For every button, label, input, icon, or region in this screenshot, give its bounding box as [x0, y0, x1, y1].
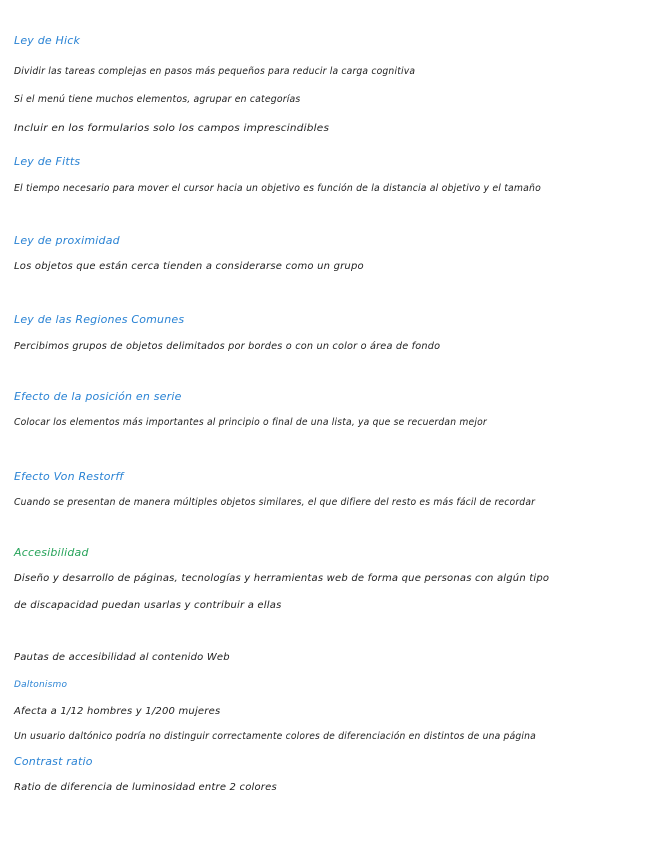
note-line: Colocar los elementos más importantes al principio o final de una lista, ya que se recuerdan mejor — [14, 417, 487, 428]
note-line: Percibimos grupos de objetos delimitados por bordes o con un color o área de fondo — [14, 341, 441, 352]
heading-efecto-posicion-serie: Efecto de la posición en serie — [14, 390, 182, 403]
note-line: de discapacidad puedan usarlas y contribuir a ellas — [14, 600, 282, 611]
heading-ley-de-proximidad: Ley de proximidad — [14, 234, 120, 247]
heading-ley-de-fitts: Ley de Fitts — [14, 155, 81, 168]
heading-daltonismo: Daltonismo — [14, 680, 68, 690]
heading-ley-de-hick: Ley de Hick — [14, 34, 81, 47]
heading-ley-regiones-comunes: Ley de las Regiones Comunes — [14, 313, 185, 326]
heading-contrast-ratio: Contrast ratio — [14, 755, 93, 768]
note-line: Incluir en los formularios solo los campos imprescindibles — [14, 123, 330, 134]
note-line: Diseño y desarrollo de páginas, tecnologías y herramientas web de forma que personas con algún tipo — [14, 573, 550, 584]
note-line: Ratio de diferencia de luminosidad entre 2 colores — [14, 782, 277, 793]
note-line: Un usuario daltónico podría no distinguir correctamente colores de diferenciación en distintos de una página — [14, 731, 537, 742]
heading-efecto-von-restorff: Efecto Von Restorff — [14, 470, 124, 483]
note-line: Si el menú tiene muchos elementos, agrupar en categorías — [14, 94, 301, 105]
note-line: Cuando se presentan de manera múltiples objetos similares, el que difiere del resto es más fácil de recordar — [14, 497, 536, 508]
note-line: El tiempo necesario para mover el cursor hacia un objetivo es función de la distancia al objetivo y el tamaño — [14, 183, 542, 194]
heading-accesibilidad: Accesibilidad — [14, 546, 89, 559]
note-line: Afecta a 1/12 hombres y 1/200 mujeres — [14, 706, 221, 717]
note-line: Pautas de accesibilidad al contenido Web — [14, 652, 230, 663]
note-line: Los objetos que están cerca tienden a considerarse como un grupo — [14, 261, 364, 272]
note-line: Dividir las tareas complejas en pasos más pequeños para reducir la carga cognitiva — [14, 66, 416, 77]
